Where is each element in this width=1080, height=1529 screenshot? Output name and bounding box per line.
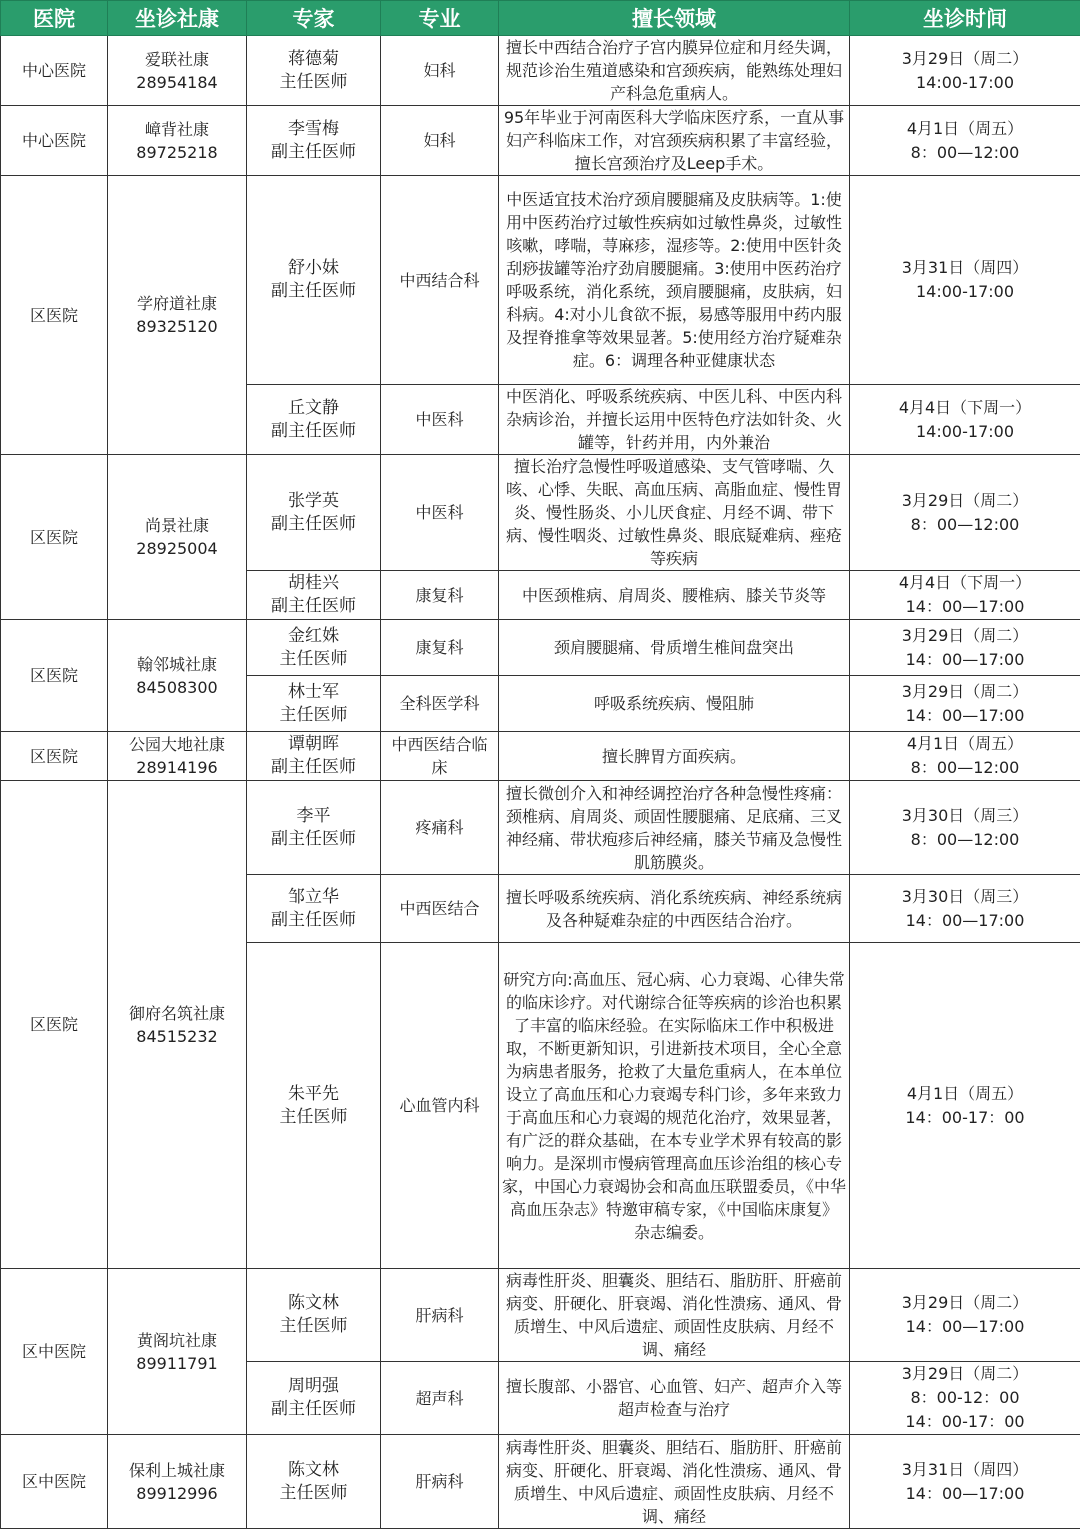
specialty-cell: 中西医结合 [381, 875, 499, 943]
time-line: 14：00-17：00 [854, 1410, 1076, 1434]
specialty-cell: 中医科 [381, 455, 499, 571]
expertise-cell: 病毒性肝炎、胆囊炎、胆结石、脂肪肝、肝癌前病变、肝硬化、肝衰竭、消化性溃疡、通风、骨质增生、中风后遗症、顽固性皮肤病、月经不调、痛经 [499, 1269, 850, 1362]
header-specialty: 专业 [381, 1, 499, 36]
table-row [1, 732, 1080, 781]
specialty-cell: 肝病科 [381, 1435, 499, 1529]
table-row [1, 620, 1080, 676]
specialty-cell: 妇科 [381, 106, 499, 176]
table-row [1, 36, 1080, 106]
clinic-phone: 89725218 [112, 141, 242, 164]
expert-name: 张学英 [251, 490, 376, 513]
time-line: 4月1日（周五） [854, 732, 1076, 756]
expert-cell [247, 36, 381, 106]
expert-title: 副主任医师 [251, 756, 376, 779]
clinic-name: 公园大地社康 [112, 733, 242, 756]
time-cell [850, 943, 1080, 1269]
clinic-name: 爱联社康 [112, 48, 242, 71]
expert-title: 主任医师 [251, 704, 376, 727]
time-line: 3月31日（周四） [854, 1458, 1076, 1482]
table-row [1, 1435, 1080, 1529]
header-expert: 专家 [247, 1, 381, 36]
clinic-cell [108, 1269, 247, 1435]
hospital-cell: 区中医院 [1, 1435, 108, 1529]
expert-cell [247, 620, 381, 676]
time-line: 14：00—17:00 [854, 648, 1076, 672]
time-line: 4月1日（周五） [854, 117, 1076, 141]
expertise-cell: 擅长腹部、小器官、心血管、妇产、超声介入等超声检查与治疗 [499, 1362, 850, 1435]
expert-name: 陈文林 [251, 1292, 376, 1315]
expert-title: 副主任医师 [251, 595, 376, 618]
expert-cell [247, 455, 381, 571]
expert-cell [247, 176, 381, 385]
expert-cell [247, 875, 381, 943]
expert-cell [247, 1269, 381, 1362]
expert-name: 邹立华 [251, 886, 376, 909]
expert-name: 李雪梅 [251, 118, 376, 141]
time-line: 4月1日（周五） [854, 1082, 1076, 1106]
time-line: 8：00—12:00 [854, 141, 1076, 165]
clinic-name: 御府名筑社康 [112, 1002, 242, 1025]
table-row [1, 781, 1080, 875]
hospital-cell: 区医院 [1, 455, 108, 620]
time-line: 3月29日（周二） [854, 47, 1076, 71]
expert-title: 副主任医师 [251, 828, 376, 851]
clinic-phone: 89325120 [112, 315, 242, 338]
clinic-name: 尚景社康 [112, 514, 242, 537]
header-clinic: 坐诊社康 [108, 1, 247, 36]
clinic-phone: 28954184 [112, 71, 242, 94]
clinic-name: 学府道社康 [112, 292, 242, 315]
specialty-cell: 中医科 [381, 385, 499, 455]
specialty-cell: 疼痛科 [381, 781, 499, 875]
time-line: 14：00—17:00 [854, 704, 1076, 728]
expert-name: 胡桂兴 [251, 572, 376, 595]
expert-cell [247, 571, 381, 620]
clinic-phone: 84515232 [112, 1025, 242, 1048]
expert-title: 主任医师 [251, 1482, 376, 1505]
expert-title: 主任医师 [251, 648, 376, 671]
time-cell [850, 732, 1080, 781]
time-cell [850, 36, 1080, 106]
time-cell [850, 781, 1080, 875]
time-line: 3月29日（周二） [854, 680, 1076, 704]
clinic-cell [108, 1435, 247, 1529]
clinic-name: 翰邻城社康 [112, 653, 242, 676]
time-line: 3月29日（周二） [854, 489, 1076, 513]
time-line: 3月29日（周二） [854, 624, 1076, 648]
time-line: 14：00—17:00 [854, 909, 1076, 933]
clinic-cell [108, 176, 247, 455]
time-line: 8：00—12:00 [854, 828, 1076, 852]
hospital-cell: 区医院 [1, 781, 108, 1269]
expert-name: 李平 [251, 805, 376, 828]
expertise-cell: 95年毕业于河南医科大学临床医疗系，一直从事妇产科临床工作，对宫颈疾病积累了丰富经验，擅长宫颈治疗及Leep手术。 [499, 106, 850, 176]
expert-name: 蒋德菊 [251, 48, 376, 71]
expertise-cell: 病毒性肝炎、胆囊炎、胆结石、脂肪肝、肝癌前病变、肝硬化、肝衰竭、消化性溃疡、通风、骨质增生、中风后遗症、顽固性皮肤病、月经不调、痛经 [499, 1435, 850, 1529]
hospital-cell: 区中医院 [1, 1269, 108, 1435]
expert-cell [247, 781, 381, 875]
expert-name: 周明强 [251, 1375, 376, 1398]
clinic-phone: 89911791 [112, 1352, 242, 1375]
time-line: 8：00-12：00 [854, 1386, 1076, 1410]
clinic-name: 嶂背社康 [112, 118, 242, 141]
expert-cell [247, 732, 381, 781]
time-line: 8：00—12:00 [854, 513, 1076, 537]
hospital-cell: 中心医院 [1, 106, 108, 176]
time-line: 3月29日（周二） [854, 1291, 1076, 1315]
time-line: 14：00—17:00 [854, 1482, 1076, 1506]
expert-name: 舒小妹 [251, 257, 376, 280]
specialty-cell: 中西医结合临床 [381, 732, 499, 781]
expert-cell [247, 1435, 381, 1529]
expert-title: 副主任医师 [251, 1398, 376, 1421]
time-line: 14:00-17:00 [854, 71, 1076, 95]
clinic-cell [108, 106, 247, 176]
expertise-cell: 擅长脾胃方面疾病。 [499, 732, 850, 781]
expertise-cell: 擅长呼吸系统疾病、消化系统疾病、神经系统病及各种疑难杂症的中西医结合治疗。 [499, 875, 850, 943]
expert-cell [247, 106, 381, 176]
time-cell [850, 620, 1080, 676]
expert-name: 金红姝 [251, 625, 376, 648]
expertise-cell: 中医颈椎病、肩周炎、腰椎病、膝关节炎等 [499, 571, 850, 620]
expertise-cell: 呼吸系统疾病、慢阻肺 [499, 676, 850, 732]
header-hospital: 医院 [1, 1, 108, 36]
clinic-cell [108, 781, 247, 1269]
time-line: 3月30日（周三） [854, 804, 1076, 828]
clinic-name: 黄阁坑社康 [112, 1329, 242, 1352]
expert-name: 陈文林 [251, 1459, 376, 1482]
clinic-phone: 84508300 [112, 676, 242, 699]
time-cell [850, 1362, 1080, 1435]
hospital-cell: 中心医院 [1, 36, 108, 106]
specialty-cell: 中西结合科 [381, 176, 499, 385]
time-cell [850, 1269, 1080, 1362]
expertise-cell: 擅长中西结合治疗子宫内膜异位症和月经失调，规范诊治生殖道感染和宫颈疾病，能熟练处理妇产科急危重病人。 [499, 36, 850, 106]
header-schedule-time: 坐诊时间 [850, 1, 1080, 36]
expert-title: 副主任医师 [251, 141, 376, 164]
expert-name: 丘文静 [251, 397, 376, 420]
clinic-phone: 28925004 [112, 537, 242, 560]
expert-title: 副主任医师 [251, 513, 376, 536]
expert-title: 副主任医师 [251, 420, 376, 443]
time-cell [850, 455, 1080, 571]
hospital-cell: 区医院 [1, 620, 108, 732]
expert-cell [247, 943, 381, 1269]
time-line: 3月31日（周四） [854, 256, 1076, 280]
clinic-cell [108, 732, 247, 781]
hospital-cell: 区医院 [1, 732, 108, 781]
expertise-cell: 中医消化、呼吸系统疾病、中医儿科、中医内科杂病诊治，并擅长运用中医特色疗法如针灸、火罐等，针药并用，内外兼治 [499, 385, 850, 455]
header-expertise: 擅长领域 [499, 1, 850, 36]
time-cell [850, 676, 1080, 732]
time-cell [850, 1435, 1080, 1529]
time-cell [850, 875, 1080, 943]
expertise-cell: 擅长微创介入和神经调控治疗各种急慢性疼痛：颈椎病、肩周炎、顽固性腰腿痛、足底痛、三叉神经痛、带状疱疹后神经痛，膝关节痛及急慢性肌筋膜炎。 [499, 781, 850, 875]
expert-title: 主任医师 [251, 71, 376, 94]
expert-title: 主任医师 [251, 1106, 376, 1129]
time-line: 8：00—12:00 [854, 756, 1076, 780]
expert-cell [247, 676, 381, 732]
time-line: 4月4日（下周一） [854, 571, 1076, 595]
time-cell [850, 106, 1080, 176]
specialty-cell: 康复科 [381, 620, 499, 676]
expert-cell [247, 385, 381, 455]
expertise-cell: 中医适宜技术治疗颈肩腰腿痛及皮肤病等。1:使用中医药治疗过敏性疾病如过敏性鼻炎，过敏性咳嗽，哮喘，荨麻疹，湿疹等。2:使用中医针灸刮痧拔罐等治疗劲肩腰腿痛。3:使用中医药治疗呼吸系统，消化系统，颈肩腰腿痛，皮肤病，妇科病。4:对小儿食欲不振，易感等服用中药内服及捏脊推拿等效果显著。5:使用经方治疗疑难杂症。6：调理各种亚健康状态 [499, 176, 850, 385]
expert-name: 林士军 [251, 681, 376, 704]
time-line: 14:00-17:00 [854, 280, 1076, 304]
specialty-cell: 肝病科 [381, 1269, 499, 1362]
expert-title: 主任医师 [251, 1315, 376, 1338]
specialty-cell: 全科医学科 [381, 676, 499, 732]
time-line: 14：00—17:00 [854, 595, 1076, 619]
clinic-name: 保利上城社康 [112, 1459, 242, 1482]
clinic-phone: 89912996 [112, 1482, 242, 1505]
time-line: 4月4日（下周一） [854, 396, 1076, 420]
time-line: 14：00—17:00 [854, 1315, 1076, 1339]
clinic-cell [108, 455, 247, 620]
time-cell [850, 571, 1080, 620]
schedule-body [1, 36, 1080, 1529]
clinic-phone: 28914196 [112, 756, 242, 779]
table-row [1, 106, 1080, 176]
time-cell [850, 176, 1080, 385]
table-row [1, 176, 1080, 385]
expert-name: 谭朝晖 [251, 733, 376, 756]
expert-name: 朱平先 [251, 1083, 376, 1106]
expert-title: 副主任医师 [251, 280, 376, 303]
expertise-cell: 擅长治疗急慢性呼吸道感染、支气管哮喘、久咳、心悸、失眠、高血压病、高脂血症、慢性胃炎、慢性肠炎、小儿厌食症、月经不调、带下病、慢性咽炎、过敏性鼻炎、眼底疑难病、痤疮等疾病 [499, 455, 850, 571]
time-line: 14:00-17:00 [854, 420, 1076, 444]
time-line: 14：00-17：00 [854, 1106, 1076, 1130]
specialty-cell: 康复科 [381, 571, 499, 620]
table-row [1, 1269, 1080, 1362]
specialty-cell: 妇科 [381, 36, 499, 106]
time-line: 3月29日（周二） [854, 1362, 1076, 1386]
time-cell [850, 385, 1080, 455]
expert-title: 副主任医师 [251, 909, 376, 932]
specialty-cell: 心血管内科 [381, 943, 499, 1269]
table-row [1, 455, 1080, 571]
expertise-cell: 研究方向:高血压、冠心病、心力衰竭、心律失常的临床诊疗。对代谢综合征等疾病的诊治也积累了丰富的临床经验。在实际临床工作中积极进取，不断更新知识，引进新技术项目，全心全意为病患者服务，抢救了大量危重病人，在本单位设立了高血压和心力衰竭专科门诊，多年来致力于高血压和心力衰竭的规范化治疗，效果显著，有广泛的群众基础，在本专业学术界有较高的影响力。是深圳市慢病管理高血压诊治组的核心专家，中国心力衰竭协会和高血压联盟委员，《中华高血压杂志》特邀审稿专家，《中国临床康复》 杂志编委。 [499, 943, 850, 1269]
specialty-cell: 超声科 [381, 1362, 499, 1435]
header-row [1, 1, 1080, 36]
expertise-cell: 颈肩腰腿痛、骨质增生椎间盘突出 [499, 620, 850, 676]
hospital-cell: 区医院 [1, 176, 108, 455]
time-line: 3月30日（周三） [854, 885, 1076, 909]
expert-cell [247, 1362, 381, 1435]
clinic-cell [108, 620, 247, 732]
clinic-cell [108, 36, 247, 106]
